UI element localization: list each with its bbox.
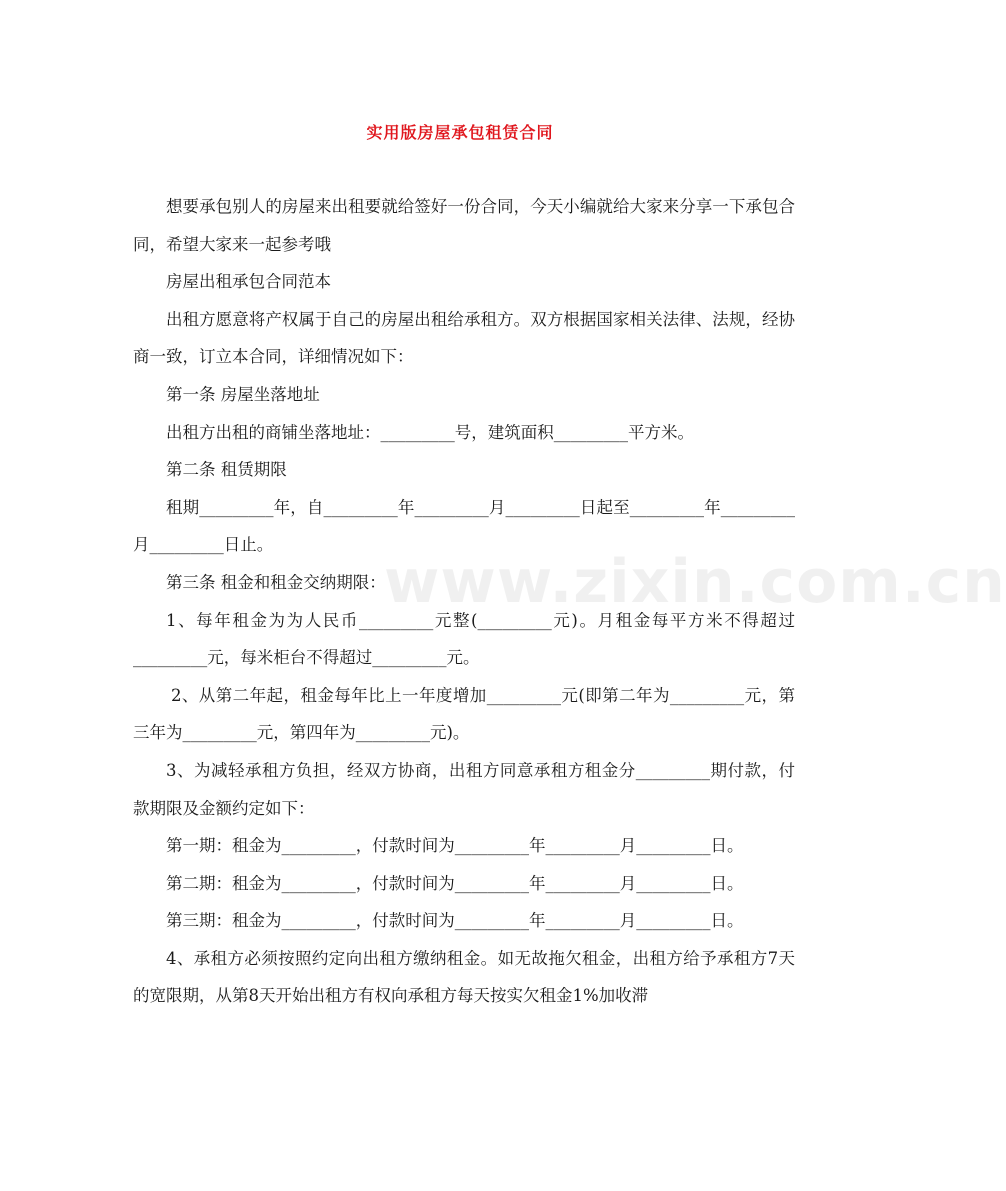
intro-paragraph: 想要承包别人的房屋来出租要就给签好一份合同，今天小编就给大家来分享一下承包合同，希望大家来一起参考哦 xyxy=(133,197,795,254)
article-1-text: 出租方出租的商铺坐落地址：_________号，建筑面积_________平方米。 xyxy=(166,422,694,442)
article-2-heading: 第二条 租赁期限 xyxy=(166,460,287,480)
clause-2: 2、从第二年起，租金每年比上一年度增加_________元(即第二年为_________元，第三年为_________元，第四年为_________元)。 xyxy=(133,685,795,743)
clause-3: 3、为减轻承租方负担，经双方协商，出租方同意承租方租金分_________期付款，付款期限及金额约定如下： xyxy=(133,760,795,818)
article-3-heading: 第三条 租金和租金交纳期限： xyxy=(166,572,386,592)
installment-2: 第二期：租金为_________，付款时间为_________年_________月_________日。 xyxy=(166,873,744,893)
clause-1: 1、每年租金为为人民币_________元整(_________元)。月租金每平方米不得超过_________元，每米柜台不得超过_________元。 xyxy=(133,610,795,668)
document-title: 实用版房屋承包租赁合同 xyxy=(366,123,554,142)
article-1-heading: 第一条 房屋坐落地址 xyxy=(166,384,320,404)
watermark-logo: www.zixin.com.cn xyxy=(384,547,1006,617)
clause-4: 4、承租方必须按照约定向出租方缴纳租金。如无故拖欠租金，出租方给予承租方7天的宽限期，从第8天开始出租方有权向承租方每天按实欠租金1%加收滞 xyxy=(133,948,795,1006)
section-heading: 房屋出租承包合同范本 xyxy=(166,272,331,292)
installment-1: 第一期：租金为_________，付款时间为_________年_________月_________日。 xyxy=(166,836,744,856)
preamble-paragraph: 出租方愿意将产权属于自己的房屋出租给承租方。双方根据国家相关法律、法规，经协商一致，订立本合同，详细情况如下： xyxy=(133,309,795,367)
document-body xyxy=(133,188,795,1015)
article-2-text: 租期_________年，自_________年_________月_________日起至_________年_________月_________日止。 xyxy=(133,497,795,555)
installment-3: 第三期：租金为_________，付款时间为_________年_________月_________日。 xyxy=(166,911,744,931)
